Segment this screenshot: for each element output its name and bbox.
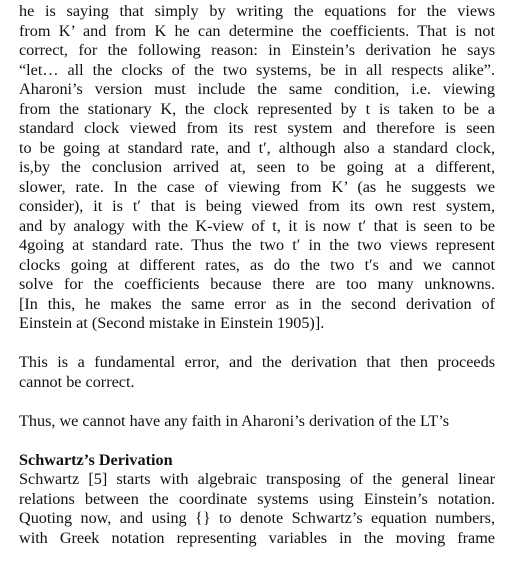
text-line: and by analogy with the K-view of t, it is now t′ that is seen to be [19,216,495,235]
text-line: clocks going at different rates, as do the two t′s and we cannot [19,255,495,274]
text-line: from the stationary K, the clock represented by t is taken to be a [19,99,495,118]
text-line: to be going at standard rate, and t′, although also a standard clock, [19,138,495,157]
text-line: “let… all the clocks of the two systems, be in all respects alike”. [19,60,495,79]
text-line: Thus, we cannot have any faith in Aharoni’s derivation of the LT’s [19,411,450,430]
text-line: standard clock viewed from its rest system and therefore is seen [19,119,495,137]
paragraph-spacer [19,334,495,354]
paragraph-fundamental-error [19,353,495,392]
paragraph-aharoni-critique [19,2,495,334]
text-line: relations between the coordinate systems using Einstein’s notation. [19,489,495,508]
text-line: slower, rate. In the case of viewing from K’ (as he suggests we [19,177,495,196]
text-line: he is saying that simply by writing the equations for the views [19,2,495,20]
section-heading: Schwartz’s Derivation [19,450,173,469]
paragraph-spacer [19,431,495,451]
text-line: correct, for the following reason: in Einstein’s derivation he says [19,41,495,59]
text-line: Schwartz [5] starts with algebraic transposing of the general linear [19,470,495,488]
section-schwartz [19,451,495,549]
text-line: from K’ and from K he can determine the coefficients. That is not [19,21,495,40]
text-line: Aharoni’s version must include the same condition, i.e. viewing [19,80,495,98]
text-line: consider), it is t′ that is being viewed from its own rest system, [19,197,495,215]
text-line: Einstein at (Second mistake in Einstein 1905)]. [19,314,325,332]
text-line: is,by the conclusion arrived at, seen to be going at a different, [19,158,495,176]
text-line: with Greek notation representing variables in the moving frame [19,528,495,547]
text-line: [In this, he makes the same error as in the second derivation of [19,294,495,313]
paragraph-spacer [19,392,495,412]
text-line: solve for the coefficients because there are too many unknowns. [19,275,495,293]
text-line: Quoting now, and using {} to denote Schwartz’s equation numbers, [19,509,495,527]
document-page [19,2,495,548]
text-line: This is a fundamental error, and the derivation that then proceeds [19,353,495,371]
paragraph-conclusion [19,412,495,432]
text-line: 4going at standard rate. Thus the two t′ in the two views represent [19,236,495,254]
text-line: cannot be correct. [19,372,135,391]
